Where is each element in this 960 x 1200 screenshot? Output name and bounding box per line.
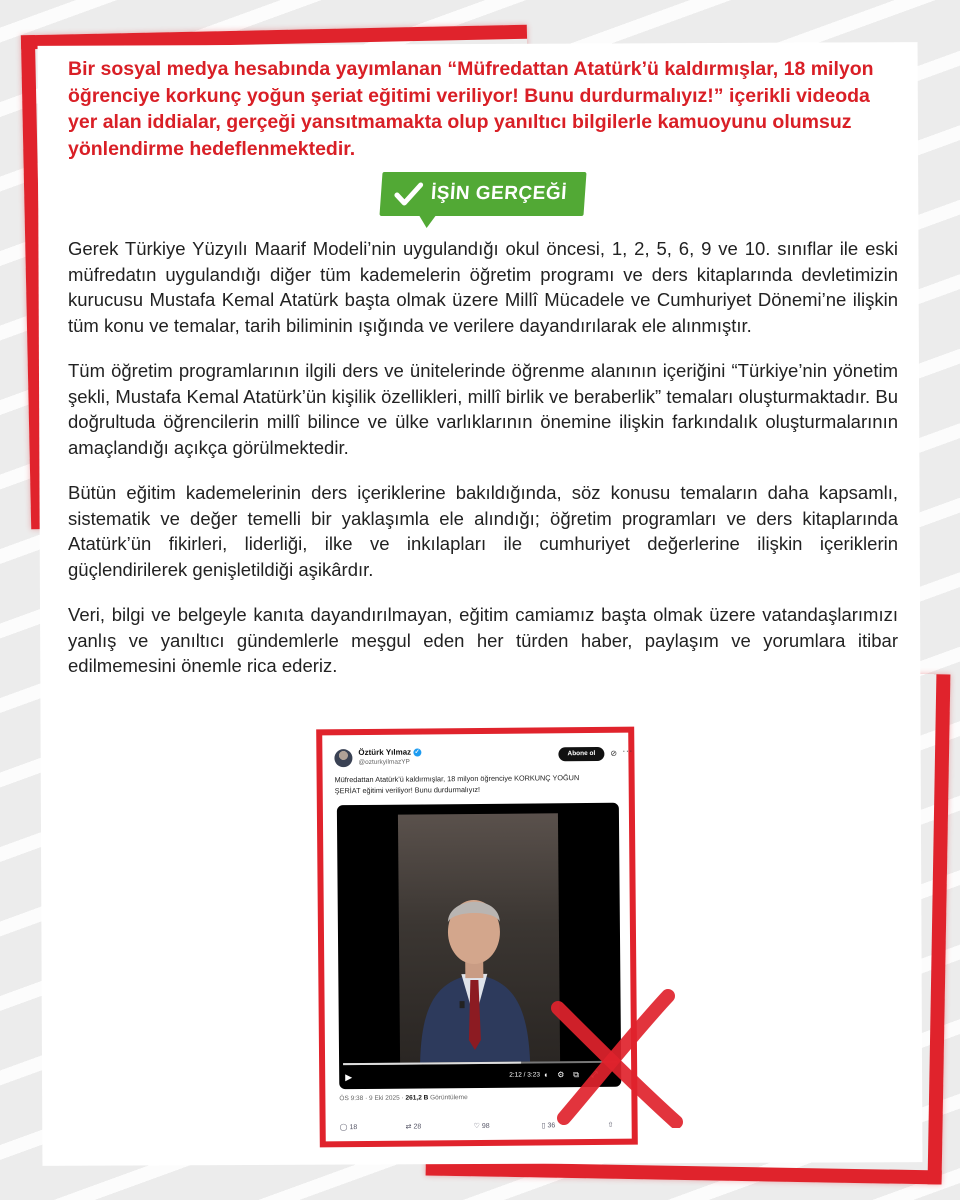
reply-count: 18 [349,1124,358,1132]
play-icon[interactable]: ▶ [345,1072,353,1083]
retweet-icon: ⇄ [405,1123,412,1131]
claim-text: Bir sosyal medya hesabında yayımlanan “Müfredattan Atatürk’ü kaldırmışlar, 18 milyon öğrenciye korkunç yoğun şeriat eğitimi veriliyor! Bunu durdurmalıyız!” içerikli videoda yer alan iddialar, gerçeği yansıtmamakta olup yanıltıcı bilgilerle kamuoyunu olumsuz yönlendirme hedeflenmektedir. [68,58,874,160]
main-content [68,56,898,679]
pip-icon[interactable]: ⧉ [573,1070,579,1080]
avatar[interactable] [334,749,352,767]
video-progress-fill [343,1062,521,1066]
reply-button[interactable] [340,1123,358,1131]
reply-icon: ◯ [339,1124,348,1132]
paragraph-3: Bütün eğitim kademelerinin ders içeriklerine bakıldığında, söz konusu temaların daha kapsamlı, sistematik ve değer temelli bir yaklaşımla ele alındığı; öğretim programları ve ders kitaplarında Atatürk’ün fikirleri, liderliği, ilke ve inkılapları ile cumhuriyet değerlerine ilişkin içeriklerin güçlendirilerek genişletildiği aşikârdır. [68,482,898,580]
share-icon[interactable]: ⇧ [607,1121,614,1129]
tweet-meta [339,1094,467,1102]
fact-check-badge [380,172,587,216]
tweet-timestamp[interactable]: ÖS 9:38 · 9 Eki 2025 · [339,1094,406,1103]
author-name-text: Öztürk Yılmaz [358,747,412,758]
fullscreen-icon[interactable]: ⤢ [591,1069,598,1080]
bookmark-icon: ▯ [541,1122,546,1130]
retweet-count: 28 [413,1123,422,1131]
views-label: Görüntüleme [428,1094,468,1102]
more-options-icon[interactable]: ··· [622,745,633,756]
author-handle[interactable]: @ozturkyilmazYP [358,758,410,767]
like-button[interactable] [474,1122,490,1130]
paragraph-2: Tüm öğretim programlarının ilgili ders ve ünitelerinde öğrenme alanının içeriğini “Türkiye’nin yönetim şekli, Mustafa Kemal Atatürk’ün kişilik özellikleri, millî birlik ve beraberlik” temaları oluşturmaktadır. Bu doğrultuda öğrencilerin millî bilince ve ülke varlıklarının önemine ilişkin farkındalık oluşturmalarının amaçlandığı açıkça görülmektedir. [68,360,898,458]
follow-button[interactable]: Abone ol [558,747,604,761]
false-claim-x-icon [548,988,688,1128]
like-count: 98 [481,1122,490,1130]
views-count: 261,2 B [405,1094,429,1102]
bookmark-count: 36 [547,1122,556,1130]
volume-icon[interactable]: ◖ [543,1070,549,1080]
like-icon: ♡ [473,1122,480,1131]
retweet-button[interactable] [406,1122,422,1130]
tweet-header [334,743,633,773]
paragraph-4: Veri, bilgi ve belgeyle kanıta dayandırılmayan, eğitim camiamız başta olmak üzere vatandaşlarımızı yanlış ve yanıltıcı gündemlerle meşgul eden her türden haber, paylaşım ve yorumlara itibar edilmemesini önemle rica ederiz. [68,604,898,676]
video-time: 2:12 / 3:23 [509,1071,540,1079]
settings-icon[interactable]: ⚙ [557,1070,565,1080]
badge-wrap [68,172,898,216]
tweet-text: Müfredattan Atatürk'ü kaldırmışlar, 18 milyon öğrenciye KORKUNÇ YOĞUN ŞERİAT eğitimi veriliyor! Bunu durdurmalıyız! [334,773,580,795]
paragraph-1: Gerek Türkiye Yüzyılı Maarif Modeli’nin uygulandığı okul öncesi, 1, 2, 5, 6, 9 ve 10. sınıflar ile eski müfredatın uygulandığı diğer tüm kademelerin öğretim programı ve ders kitaplarında devletimizin kurucusu Mustafa Kemal Atatürk başta olmak üzere Millî Mücadele ve Cumhuriyet Dönemi’ne ilişkin tüm konu ve temalar, tarih biliminin ışığında ve verilere dayandırılarak ele alınmıştır. [68,238,898,336]
verified-icon: ✓ [414,749,420,756]
grok-icon[interactable]: ⊘ [610,748,618,758]
check-icon [392,179,424,209]
video-person-image [408,869,540,1062]
badge-label: İŞİN GERÇEĞİ [430,183,568,204]
author-name[interactable] [358,747,421,757]
video-frame [398,813,560,1062]
